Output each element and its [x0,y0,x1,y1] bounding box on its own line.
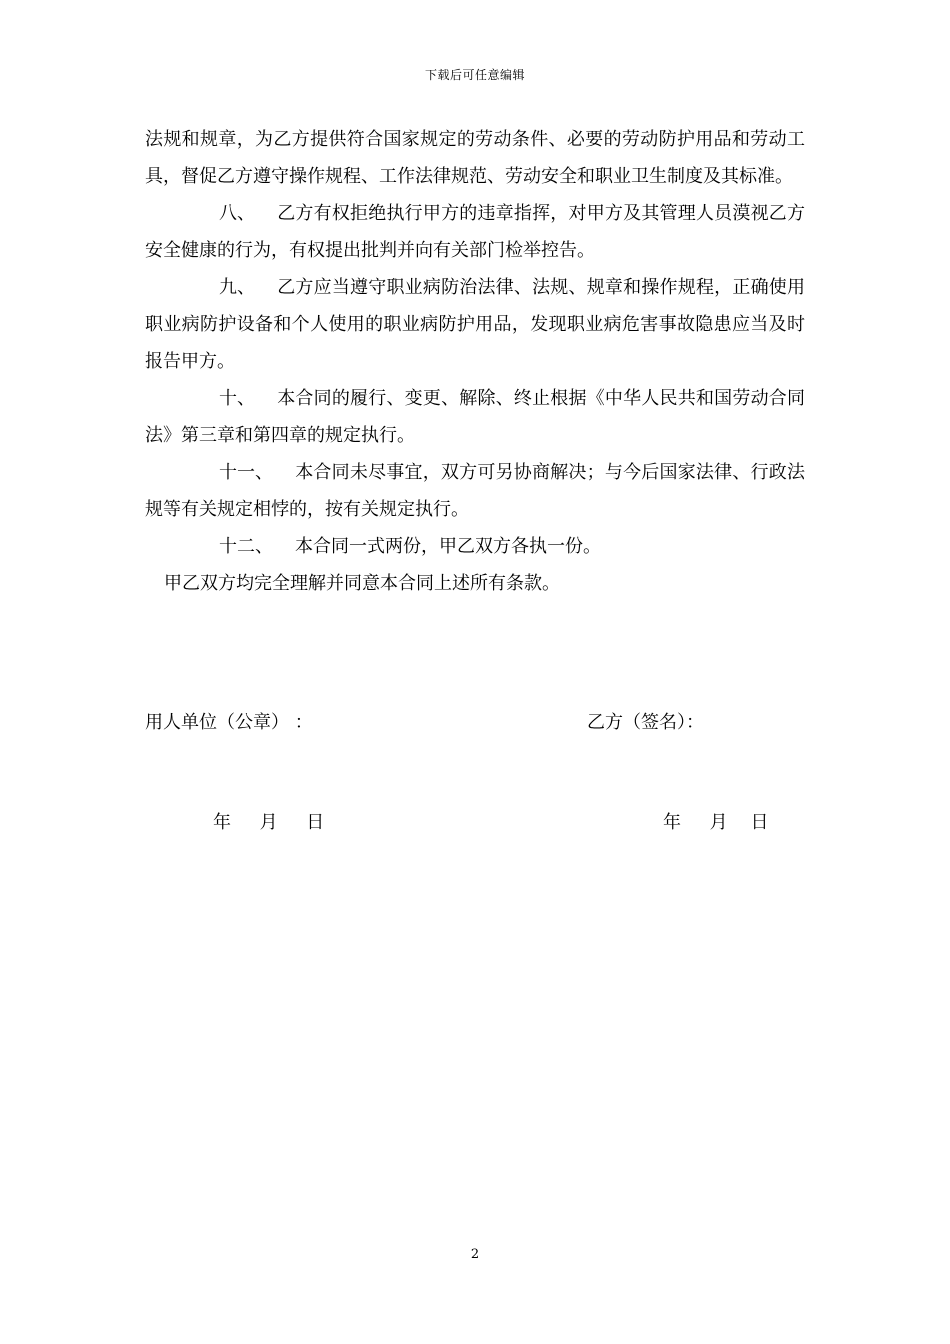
closing-statement: 甲乙双方均完全理解并同意本合同上述所有条款。 [164,573,560,594]
contract-body [145,121,805,602]
page-header-note: 下载后可任意编辑 [424,68,525,82]
clause-10 [145,380,805,454]
clause-9-text: 乙方应当遵守职业病防治法律、法规、规章和操作规程，正确使用职业病防护设备和个人使用的职业病防护用品，发现职业病危害事故隐患应当及时报告甲方。 [145,277,805,372]
clause-11-text: 本合同未尽事宜，双方可另协商解决；与今后国家法律、行政法规等有关规定相悖的，按有关规定执行。 [145,462,805,520]
paragraph-continued: 法规和规章，为乙方提供符合国家规定的劳动条件、必要的劳动防护用品和劳动工具，督促乙方遵守操作规程、工作法律规范、劳动安全和职业卫生制度及其标准。 [145,129,805,187]
clause-10-text: 本合同的履行、变更、解除、终止根据《中华人民共和国劳动合同法》第三章和第四章的规定执行。 [145,388,805,446]
employer-signature-label: 用人单位（公章） ： [145,712,313,733]
page-number: 2 [470,1247,480,1262]
clause-10-number: 十、 [219,388,255,409]
employee-signature-label: 乙方（签名）： [587,712,704,733]
clause-12-text: 本合同一式两份，甲乙双方各执一份。 [295,536,601,557]
clause-8 [145,195,805,269]
clause-9-number: 九、 [219,277,255,298]
clause-11 [145,454,805,528]
clause-8-number: 八、 [219,203,255,224]
clause-12 [145,528,805,565]
clause-8-text: 乙方有权拒绝执行甲方的违章指挥，对甲方及其管理人员漠视乙方安全健康的行为，有权提出批判并向有关部门检举控告。 [145,203,805,261]
clause-11-number: 十一、 [219,462,273,483]
employee-date: 年 月 日 [663,812,769,833]
employer-date: 年 月 日 [213,812,325,833]
clause-9 [145,269,805,380]
clause-12-number: 十二、 [219,536,273,557]
